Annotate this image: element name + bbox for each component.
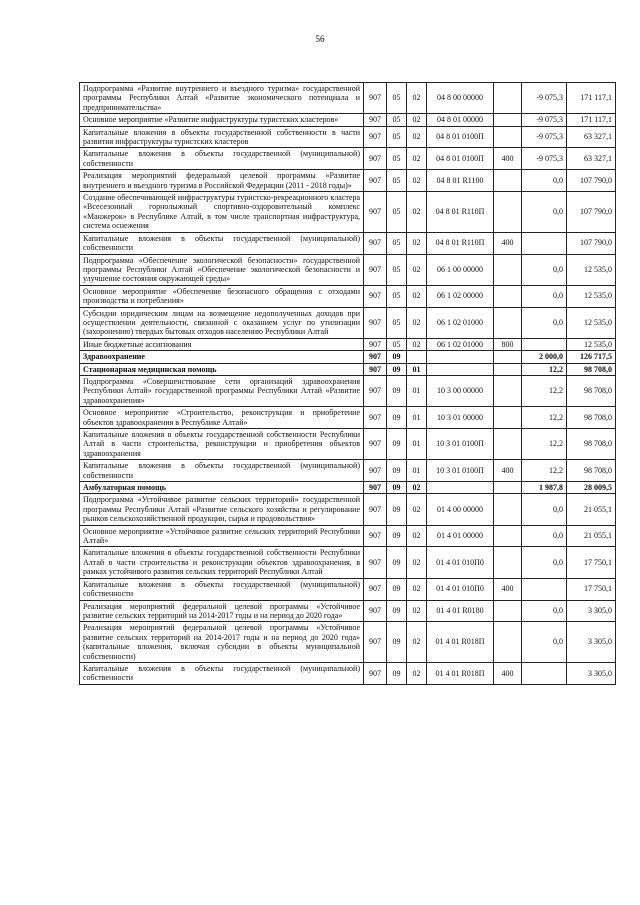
section-code: 05 xyxy=(387,307,407,338)
subsection-code: 02 xyxy=(407,307,427,338)
target-article-code: 06 1 02 01000 xyxy=(427,307,494,338)
table-row xyxy=(80,307,616,338)
table-row xyxy=(80,338,616,350)
target-article-code: 01 4 01 00000 xyxy=(427,525,494,547)
department-code: 907 xyxy=(364,170,387,192)
row-name: Подпрограмма «Совершенствование сети организаций здравоохранения Республики Алтай» государственной программы Республики Алтай «Развитие здравоохранения» xyxy=(80,375,364,406)
department-code: 907 xyxy=(364,285,387,307)
row-name: Реализация мероприятий федеральной целевой программы «Развитие внутреннего и въездного туризма в Российской Федерации (2011 - 2018 годы)» xyxy=(80,170,364,192)
department-code: 907 xyxy=(364,351,387,363)
expense-type-code: 800 xyxy=(494,338,522,350)
expense-type-code xyxy=(494,622,522,663)
total-amount: 12 535,0 xyxy=(567,338,616,350)
total-amount: 98 708,0 xyxy=(567,407,616,429)
total-amount: 12 535,0 xyxy=(567,307,616,338)
page-number: 56 xyxy=(315,34,325,44)
department-code: 907 xyxy=(364,307,387,338)
target-article-code: 06 1 02 01000 xyxy=(427,338,494,350)
expense-type-code xyxy=(494,126,522,148)
table-row xyxy=(80,351,616,363)
section-code: 09 xyxy=(387,547,407,578)
expense-type-code: 400 xyxy=(494,662,522,684)
change-amount: -9 075,3 xyxy=(522,126,567,148)
change-amount: -9 075,3 xyxy=(522,83,567,114)
change-amount: 12,2 xyxy=(522,460,567,482)
total-amount: 21 055,1 xyxy=(567,525,616,547)
target-article-code: 04 8 01 00000 xyxy=(427,114,494,126)
expense-type-code xyxy=(494,363,522,375)
total-amount: 63 327,1 xyxy=(567,148,616,170)
target-article-code: 06 1 02 00000 xyxy=(427,285,494,307)
table-row xyxy=(80,547,616,578)
section-code: 05 xyxy=(387,192,407,233)
table-row xyxy=(80,126,616,148)
table-row xyxy=(80,622,616,663)
section-code: 05 xyxy=(387,148,407,170)
section-code: 05 xyxy=(387,232,407,254)
section-code: 05 xyxy=(387,83,407,114)
row-name: Капитальные вложения в объекты государственной (муниципальной) собственности xyxy=(80,460,364,482)
change-amount: 0,0 xyxy=(522,307,567,338)
table-row xyxy=(80,494,616,525)
expense-type-code xyxy=(494,254,522,285)
subsection-code: 01 xyxy=(407,460,427,482)
target-article-code: 04 8 00 00000 xyxy=(427,83,494,114)
total-amount: 28 009,5 xyxy=(567,482,616,494)
expense-type-code xyxy=(494,482,522,494)
total-amount: 3 305,0 xyxy=(567,622,616,663)
change-amount: 1 987,8 xyxy=(522,482,567,494)
department-code: 907 xyxy=(364,494,387,525)
expense-type-code xyxy=(494,494,522,525)
department-code: 907 xyxy=(364,148,387,170)
department-code: 907 xyxy=(364,83,387,114)
department-code: 907 xyxy=(364,192,387,233)
subsection-code xyxy=(407,351,427,363)
table-row xyxy=(80,662,616,684)
row-name: Основное мероприятие «Развитие инфраструктуры туристских кластеров» xyxy=(80,114,364,126)
change-amount: 0,0 xyxy=(522,622,567,663)
target-article-code: 10 3 00 00000 xyxy=(427,375,494,406)
table-row xyxy=(80,429,616,460)
section-code: 09 xyxy=(387,622,407,663)
change-amount: 2 000,0 xyxy=(522,351,567,363)
target-article-code: 01 4 00 00000 xyxy=(427,494,494,525)
row-name: Капитальные вложения в объекты государственной собственности Республики Алтай в части строительства, реконструкции и приобретения объектов здравоохранения xyxy=(80,429,364,460)
table-row xyxy=(80,114,616,126)
total-amount: 171 117,1 xyxy=(567,114,616,126)
section-code: 09 xyxy=(387,482,407,494)
row-name: Подпрограмма «Устойчивое развитие сельских территорий» государственной программы Республики Алтай «Развитие сельского хозяйства и регулирование рынков сельскохозяйственной продукции, сырья и продовольствия» xyxy=(80,494,364,525)
table-row xyxy=(80,375,616,406)
total-amount: 17 750,1 xyxy=(567,578,616,600)
table-row xyxy=(80,285,616,307)
department-code: 907 xyxy=(364,662,387,684)
section-code: 05 xyxy=(387,170,407,192)
table-row xyxy=(80,525,616,547)
row-name: Амбулаторная помощь xyxy=(80,482,364,494)
total-amount: 98 708,0 xyxy=(567,363,616,375)
budget-table xyxy=(79,82,616,685)
subsection-code: 02 xyxy=(407,254,427,285)
expense-type-code xyxy=(494,600,522,622)
subsection-code: 02 xyxy=(407,547,427,578)
subsection-code: 01 xyxy=(407,429,427,460)
row-name: Капитальные вложения в объекты государственной (муниципальной) собственности xyxy=(80,148,364,170)
subsection-code: 02 xyxy=(407,285,427,307)
subsection-code: 02 xyxy=(407,622,427,663)
section-code: 09 xyxy=(387,662,407,684)
change-amount: 0,0 xyxy=(522,170,567,192)
row-name: Подпрограмма «Обеспечение экологической безопасности» государственной программы Республики Алтай «Обеспечение экологической безопасности и улучшение состояния окружающей среды» xyxy=(80,254,364,285)
subsection-code: 02 xyxy=(407,83,427,114)
expense-type-code xyxy=(494,285,522,307)
section-code: 05 xyxy=(387,338,407,350)
section-code: 09 xyxy=(387,375,407,406)
target-article-code: 01 4 01 010П0 xyxy=(427,578,494,600)
expense-type-code: 400 xyxy=(494,578,522,600)
target-article-code: 04 8 01 R110П xyxy=(427,192,494,233)
change-amount: 12,2 xyxy=(522,375,567,406)
section-code: 09 xyxy=(387,525,407,547)
change-amount: 12,2 xyxy=(522,407,567,429)
department-code: 907 xyxy=(364,338,387,350)
department-code: 907 xyxy=(364,600,387,622)
change-amount: 0,0 xyxy=(522,494,567,525)
subsection-code: 01 xyxy=(407,407,427,429)
target-article-code xyxy=(427,351,494,363)
target-article-code: 01 4 01 R018П xyxy=(427,622,494,663)
subsection-code: 02 xyxy=(407,662,427,684)
section-code: 09 xyxy=(387,460,407,482)
expense-type-code xyxy=(494,114,522,126)
subsection-code: 02 xyxy=(407,232,427,254)
table-row xyxy=(80,578,616,600)
change-amount: 0,0 xyxy=(522,525,567,547)
total-amount: 107 790,0 xyxy=(567,232,616,254)
row-name: Здравоохранение xyxy=(80,351,364,363)
expense-type-code xyxy=(494,407,522,429)
department-code: 907 xyxy=(364,254,387,285)
row-name: Иные бюджетные ассигнования xyxy=(80,338,364,350)
total-amount: 98 708,0 xyxy=(567,460,616,482)
table-row xyxy=(80,170,616,192)
section-code: 09 xyxy=(387,351,407,363)
target-article-code xyxy=(427,482,494,494)
table-row xyxy=(80,192,616,233)
department-code: 907 xyxy=(364,460,387,482)
subsection-code: 01 xyxy=(407,363,427,375)
expense-type-code: 400 xyxy=(494,148,522,170)
department-code: 907 xyxy=(364,622,387,663)
target-article-code: 06 1 00 00000 xyxy=(427,254,494,285)
expense-type-code xyxy=(494,351,522,363)
table-row xyxy=(80,363,616,375)
row-name: Субсидии юридическим лицам на возмещение недополученных доходов при осуществлении деятельности, связанной с оказанием услуг по утилизации (захоронению) твердых бытовых отходов населению Республики Алтай xyxy=(80,307,364,338)
department-code: 907 xyxy=(364,114,387,126)
department-code: 907 xyxy=(364,363,387,375)
change-amount xyxy=(522,232,567,254)
row-name: Реализация мероприятий федеральной целевой программы «Устойчивое развитие сельских территорий на 2014-2017 годы и на период до 2020 года» (капитальные вложения, включая субсидии в объекты муниципальной собственности) xyxy=(80,622,364,663)
total-amount: 107 790,0 xyxy=(567,192,616,233)
total-amount: 98 708,0 xyxy=(567,375,616,406)
target-article-code: 04 8 01 R110П xyxy=(427,232,494,254)
section-code: 09 xyxy=(387,578,407,600)
row-name: Реализация мероприятий федеральной целевой программы «Устойчивое развитие сельских территорий на 2014-2017 годы и на период до 2020 года» xyxy=(80,600,364,622)
expense-type-code xyxy=(494,429,522,460)
target-article-code: 01 4 01 010П0 xyxy=(427,547,494,578)
department-code: 907 xyxy=(364,547,387,578)
change-amount: 0,0 xyxy=(522,254,567,285)
subsection-code: 02 xyxy=(407,114,427,126)
total-amount: 3 305,0 xyxy=(567,600,616,622)
department-code: 907 xyxy=(364,482,387,494)
target-article-code: 10 3 01 00000 xyxy=(427,407,494,429)
table-body xyxy=(80,83,616,685)
subsection-code: 02 xyxy=(407,600,427,622)
row-name: Подпрограмма «Развитие внутреннего и въездного туризма» государственной программы Республики Алтай «Развитие экономического потенциала и предпринимательства» xyxy=(80,83,364,114)
section-code: 09 xyxy=(387,494,407,525)
total-amount: 12 535,0 xyxy=(567,254,616,285)
expense-type-code: 400 xyxy=(494,232,522,254)
total-amount: 12 535,0 xyxy=(567,285,616,307)
target-article-code: 04 8 01 0100П xyxy=(427,148,494,170)
subsection-code: 02 xyxy=(407,338,427,350)
section-code: 05 xyxy=(387,285,407,307)
change-amount xyxy=(522,662,567,684)
target-article-code: 10 3 01 0100П xyxy=(427,460,494,482)
change-amount: 12,2 xyxy=(522,429,567,460)
change-amount xyxy=(522,578,567,600)
row-name: Основное мероприятие «Обеспечение безопасного обращения с отходами производства и потребления» xyxy=(80,285,364,307)
department-code: 907 xyxy=(364,375,387,406)
expense-type-code xyxy=(494,170,522,192)
expense-type-code: 400 xyxy=(494,460,522,482)
target-article-code: 04 8 01 0100П xyxy=(427,126,494,148)
target-article-code: 04 8 01 R1100 xyxy=(427,170,494,192)
target-article-code: 01 4 01 R0180 xyxy=(427,600,494,622)
target-article-code xyxy=(427,363,494,375)
target-article-code: 10 3 01 0100П xyxy=(427,429,494,460)
total-amount: 107 790,0 xyxy=(567,170,616,192)
row-name: Капитальные вложения в объекты государственной собственности в части развития инфраструктуры туристских кластеров xyxy=(80,126,364,148)
row-name: Капитальные вложения в объекты государственной (муниципальной) собственности xyxy=(80,662,364,684)
change-amount xyxy=(522,338,567,350)
department-code: 907 xyxy=(364,407,387,429)
subsection-code: 02 xyxy=(407,148,427,170)
total-amount: 171 117,1 xyxy=(567,83,616,114)
section-code: 09 xyxy=(387,600,407,622)
section-code: 09 xyxy=(387,363,407,375)
table-row xyxy=(80,407,616,429)
expense-type-code xyxy=(494,525,522,547)
expense-type-code xyxy=(494,375,522,406)
subsection-code: 02 xyxy=(407,578,427,600)
table-row xyxy=(80,482,616,494)
section-code: 05 xyxy=(387,126,407,148)
subsection-code: 02 xyxy=(407,126,427,148)
subsection-code: 02 xyxy=(407,192,427,233)
section-code: 09 xyxy=(387,407,407,429)
table-row xyxy=(80,83,616,114)
subsection-code: 02 xyxy=(407,170,427,192)
subsection-code: 02 xyxy=(407,482,427,494)
department-code: 907 xyxy=(364,126,387,148)
change-amount: 12,2 xyxy=(522,363,567,375)
department-code: 907 xyxy=(364,578,387,600)
section-code: 05 xyxy=(387,114,407,126)
department-code: 907 xyxy=(364,232,387,254)
row-name: Основное мероприятие «Устойчивое развитие сельских территорий Республики Алтай» xyxy=(80,525,364,547)
expense-type-code xyxy=(494,83,522,114)
row-name: Капитальные вложения в объекты государственной (муниципальной) собственности xyxy=(80,232,364,254)
department-code: 907 xyxy=(364,429,387,460)
department-code: 907 xyxy=(364,525,387,547)
table-row xyxy=(80,254,616,285)
row-name: Капитальные вложения в объекты государственной собственности Республики Алтай в части строительства и реконструкции объектов здравоохранения, в рамках устойчивого развития сельских территорий Республики Алтай xyxy=(80,547,364,578)
table-row xyxy=(80,600,616,622)
total-amount: 3 305,0 xyxy=(567,662,616,684)
table-row xyxy=(80,148,616,170)
change-amount: -9 075,3 xyxy=(522,114,567,126)
total-amount: 98 708,0 xyxy=(567,429,616,460)
change-amount: 0,0 xyxy=(522,600,567,622)
total-amount: 63 327,1 xyxy=(567,126,616,148)
row-name: Капитальные вложения в объекты государственной (муниципальной) собственности xyxy=(80,578,364,600)
change-amount: -9 075,3 xyxy=(522,148,567,170)
section-code: 05 xyxy=(387,254,407,285)
section-code: 09 xyxy=(387,429,407,460)
table-row xyxy=(80,232,616,254)
row-name: Основное мероприятие «Строительство, реконструкция и приобретение объектов здравоохранения в Республике Алтай» xyxy=(80,407,364,429)
total-amount: 17 750,1 xyxy=(567,547,616,578)
table-row xyxy=(80,460,616,482)
row-name: Создание обеспечивающей инфраструктуры туристско-рекреационного кластера «Всесезонный горнолыжный спортивно-оздоровительный комплекс «Манжерок» в Республике Алтай, в том числе транспортная инфраструктура, система оснежения xyxy=(80,192,364,233)
expense-type-code xyxy=(494,192,522,233)
expense-type-code xyxy=(494,307,522,338)
subsection-code: 02 xyxy=(407,494,427,525)
target-article-code: 01 4 01 R018П xyxy=(427,662,494,684)
change-amount: 0,0 xyxy=(522,285,567,307)
total-amount: 126 717,5 xyxy=(567,351,616,363)
subsection-code: 01 xyxy=(407,375,427,406)
change-amount: 0,0 xyxy=(522,192,567,233)
total-amount: 21 055,1 xyxy=(567,494,616,525)
row-name: Стационарная медицинская помощь xyxy=(80,363,364,375)
subsection-code: 02 xyxy=(407,525,427,547)
change-amount: 0,0 xyxy=(522,547,567,578)
expense-type-code xyxy=(494,547,522,578)
